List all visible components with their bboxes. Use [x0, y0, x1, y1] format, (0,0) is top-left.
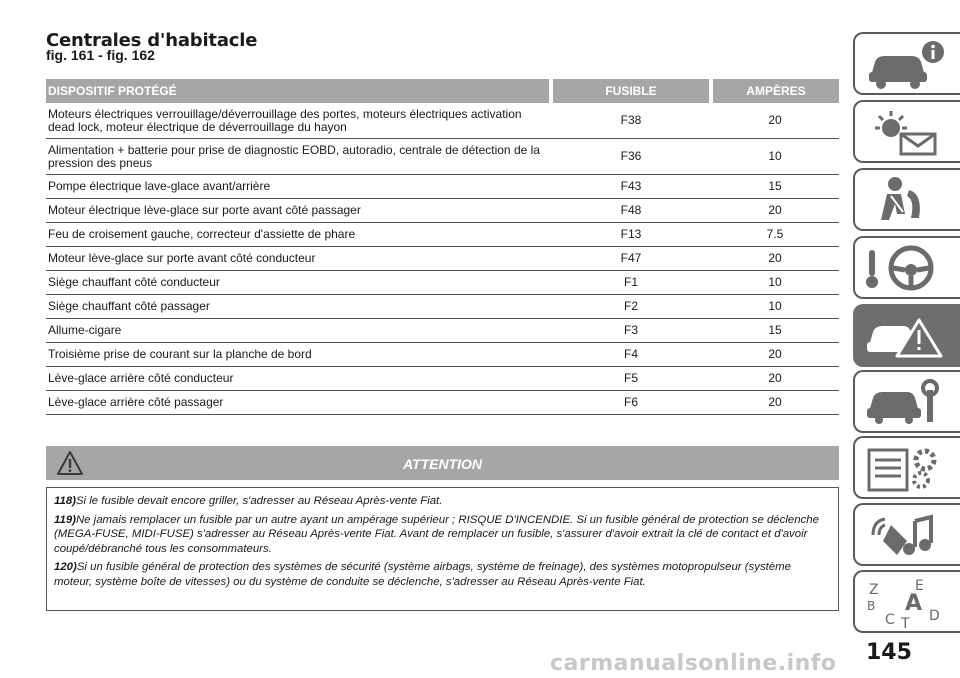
tab-emergency[interactable] [853, 304, 960, 367]
steering-wheel-icon [861, 242, 951, 294]
header-amps: AMPÈRES [711, 79, 839, 103]
table-row [46, 199, 839, 223]
table-row [46, 319, 839, 343]
car-info-icon [861, 38, 951, 90]
table-row [46, 391, 839, 415]
tech-specs-icon [861, 442, 951, 494]
fuse-cell: F2 [551, 295, 711, 319]
tab-tech-specs[interactable] [853, 436, 960, 499]
tab-maintenance[interactable] [853, 370, 960, 433]
device-cell: Pompe électrique lave-glace avant/arrière [46, 175, 551, 199]
note-text: Si le fusible devait encore griller, s'adresser au Réseau Après-vente Fiat. [75, 495, 443, 507]
fuse-cell: F48 [551, 199, 711, 223]
tab-multimedia[interactable] [853, 503, 960, 566]
table-row [46, 103, 839, 139]
fuse-cell: F4 [551, 343, 711, 367]
amps-cell: 20 [711, 199, 839, 223]
note-number: 120) [54, 561, 77, 573]
svg-text:E: E [915, 578, 924, 594]
table-row [46, 139, 839, 175]
page-number: 145 [866, 640, 912, 665]
fuse-cell: F1 [551, 271, 711, 295]
note-number: 119) [54, 513, 76, 526]
fuse-cell: F38 [551, 103, 711, 139]
amps-cell: 10 [711, 139, 839, 175]
device-cell: Siège chauffant côté conducteur [46, 271, 551, 295]
device-cell: Moteurs électriques verrouillage/déverrouillage des portes, moteurs électriques activation dead lock, moteur électrique de déverrouillage du hayon [46, 103, 551, 139]
fuse-cell: F5 [551, 367, 711, 391]
tab-car-info[interactable] [853, 32, 960, 95]
tab-index[interactable] [853, 570, 960, 633]
fuse-table [46, 79, 839, 415]
fuse-cell: F13 [551, 223, 711, 247]
header-device: DISPOSITIF PROTÉGÉ [46, 79, 551, 103]
amps-cell: 15 [711, 175, 839, 199]
table-row [46, 223, 839, 247]
amps-cell: 20 [711, 103, 839, 139]
device-cell: Troisième prise de courant sur la planche de bord [46, 343, 551, 367]
tab-warning-lights[interactable] [853, 100, 960, 163]
table-row [46, 367, 839, 391]
warning-notes [46, 487, 839, 611]
table-row [46, 247, 839, 271]
tab-driving[interactable] [853, 236, 960, 299]
device-cell: Lève-glace arrière côté conducteur [46, 367, 551, 391]
warning-note [54, 560, 831, 589]
table-header-row [46, 79, 839, 103]
note-text: Ne jamais remplacer un fusible par un autre ayant un ampérage supérieur ; RISQUE D'INCENDIE. Si un fusible général de protection se déclenche (MEGA-FUSE, MIDI-FUSE) s'adresser au Réseau Après-vente Fiat. Avant de remplacer un fusible, s'assurer d'avoir extrait la clé de contact et d'avoir coupé/débranché tous les consommateurs. [54, 513, 819, 555]
amps-cell: 20 [711, 367, 839, 391]
figure-reference: fig. 161 - fig. 162 [46, 47, 155, 63]
table-row [46, 271, 839, 295]
multimedia-icon [861, 509, 951, 561]
amps-cell: 15 [711, 319, 839, 343]
fuse-cell: F47 [551, 247, 711, 271]
note-number: 118) [54, 495, 76, 507]
table-row [46, 295, 839, 319]
svg-text:Z: Z [869, 582, 879, 598]
svg-text:T: T [901, 616, 910, 628]
device-cell: Siège chauffant côté passager [46, 295, 551, 319]
fuse-cell: F36 [551, 139, 711, 175]
device-cell: Alimentation + batterie pour prise de diagnostic EOBD, autoradio, centrale de détection de la pression des pneus [46, 139, 551, 175]
alphabet-index-icon [861, 576, 951, 628]
fuse-cell: F3 [551, 319, 711, 343]
car-maintenance-icon [861, 376, 951, 428]
device-cell: Allume-cigare [46, 319, 551, 343]
watermark: carmanualsonline.info [550, 651, 837, 676]
amps-cell: 7.5 [711, 223, 839, 247]
svg-text:C: C [885, 612, 895, 628]
fuse-cell: F6 [551, 391, 711, 415]
tab-safety[interactable] [853, 168, 960, 231]
device-cell: Moteur électrique lève-glace sur porte avant côté passager [46, 199, 551, 223]
seat-airbag-icon [861, 174, 951, 226]
warning-banner [46, 446, 839, 480]
warning-lights-icon [861, 106, 951, 158]
svg-text:D: D [929, 608, 940, 624]
device-cell: Feu de croisement gauche, correcteur d'assiette de phare [46, 223, 551, 247]
table-row [46, 343, 839, 367]
device-cell: Lève-glace arrière côté passager [46, 391, 551, 415]
warning-note [54, 494, 831, 509]
amps-cell: 20 [711, 343, 839, 367]
svg-text:A: A [905, 591, 923, 616]
note-text: Si un fusible général de protection des systèmes de sécurité (système airbags, système de freinage), des systèmes motopropulseur (système moteur, système boîte de vitesses) ou du système de conduite se déclenche, s'adresser au Réseau Après-vente Fiat. [54, 561, 791, 588]
car-emergency-icon [861, 310, 951, 362]
fuse-cell: F43 [551, 175, 711, 199]
amps-cell: 20 [711, 391, 839, 415]
svg-text:B: B [867, 599, 876, 613]
table-row [46, 175, 839, 199]
section-title: Centrales d'habitacle [46, 30, 258, 51]
warning-note [54, 513, 831, 557]
amps-cell: 20 [711, 247, 839, 271]
amps-cell: 10 [711, 271, 839, 295]
warning-title: ATTENTION [402, 456, 483, 472]
device-cell: Moteur lève-glace sur porte avant côté conducteur [46, 247, 551, 271]
amps-cell: 10 [711, 295, 839, 319]
header-fuse: FUSIBLE [551, 79, 711, 103]
